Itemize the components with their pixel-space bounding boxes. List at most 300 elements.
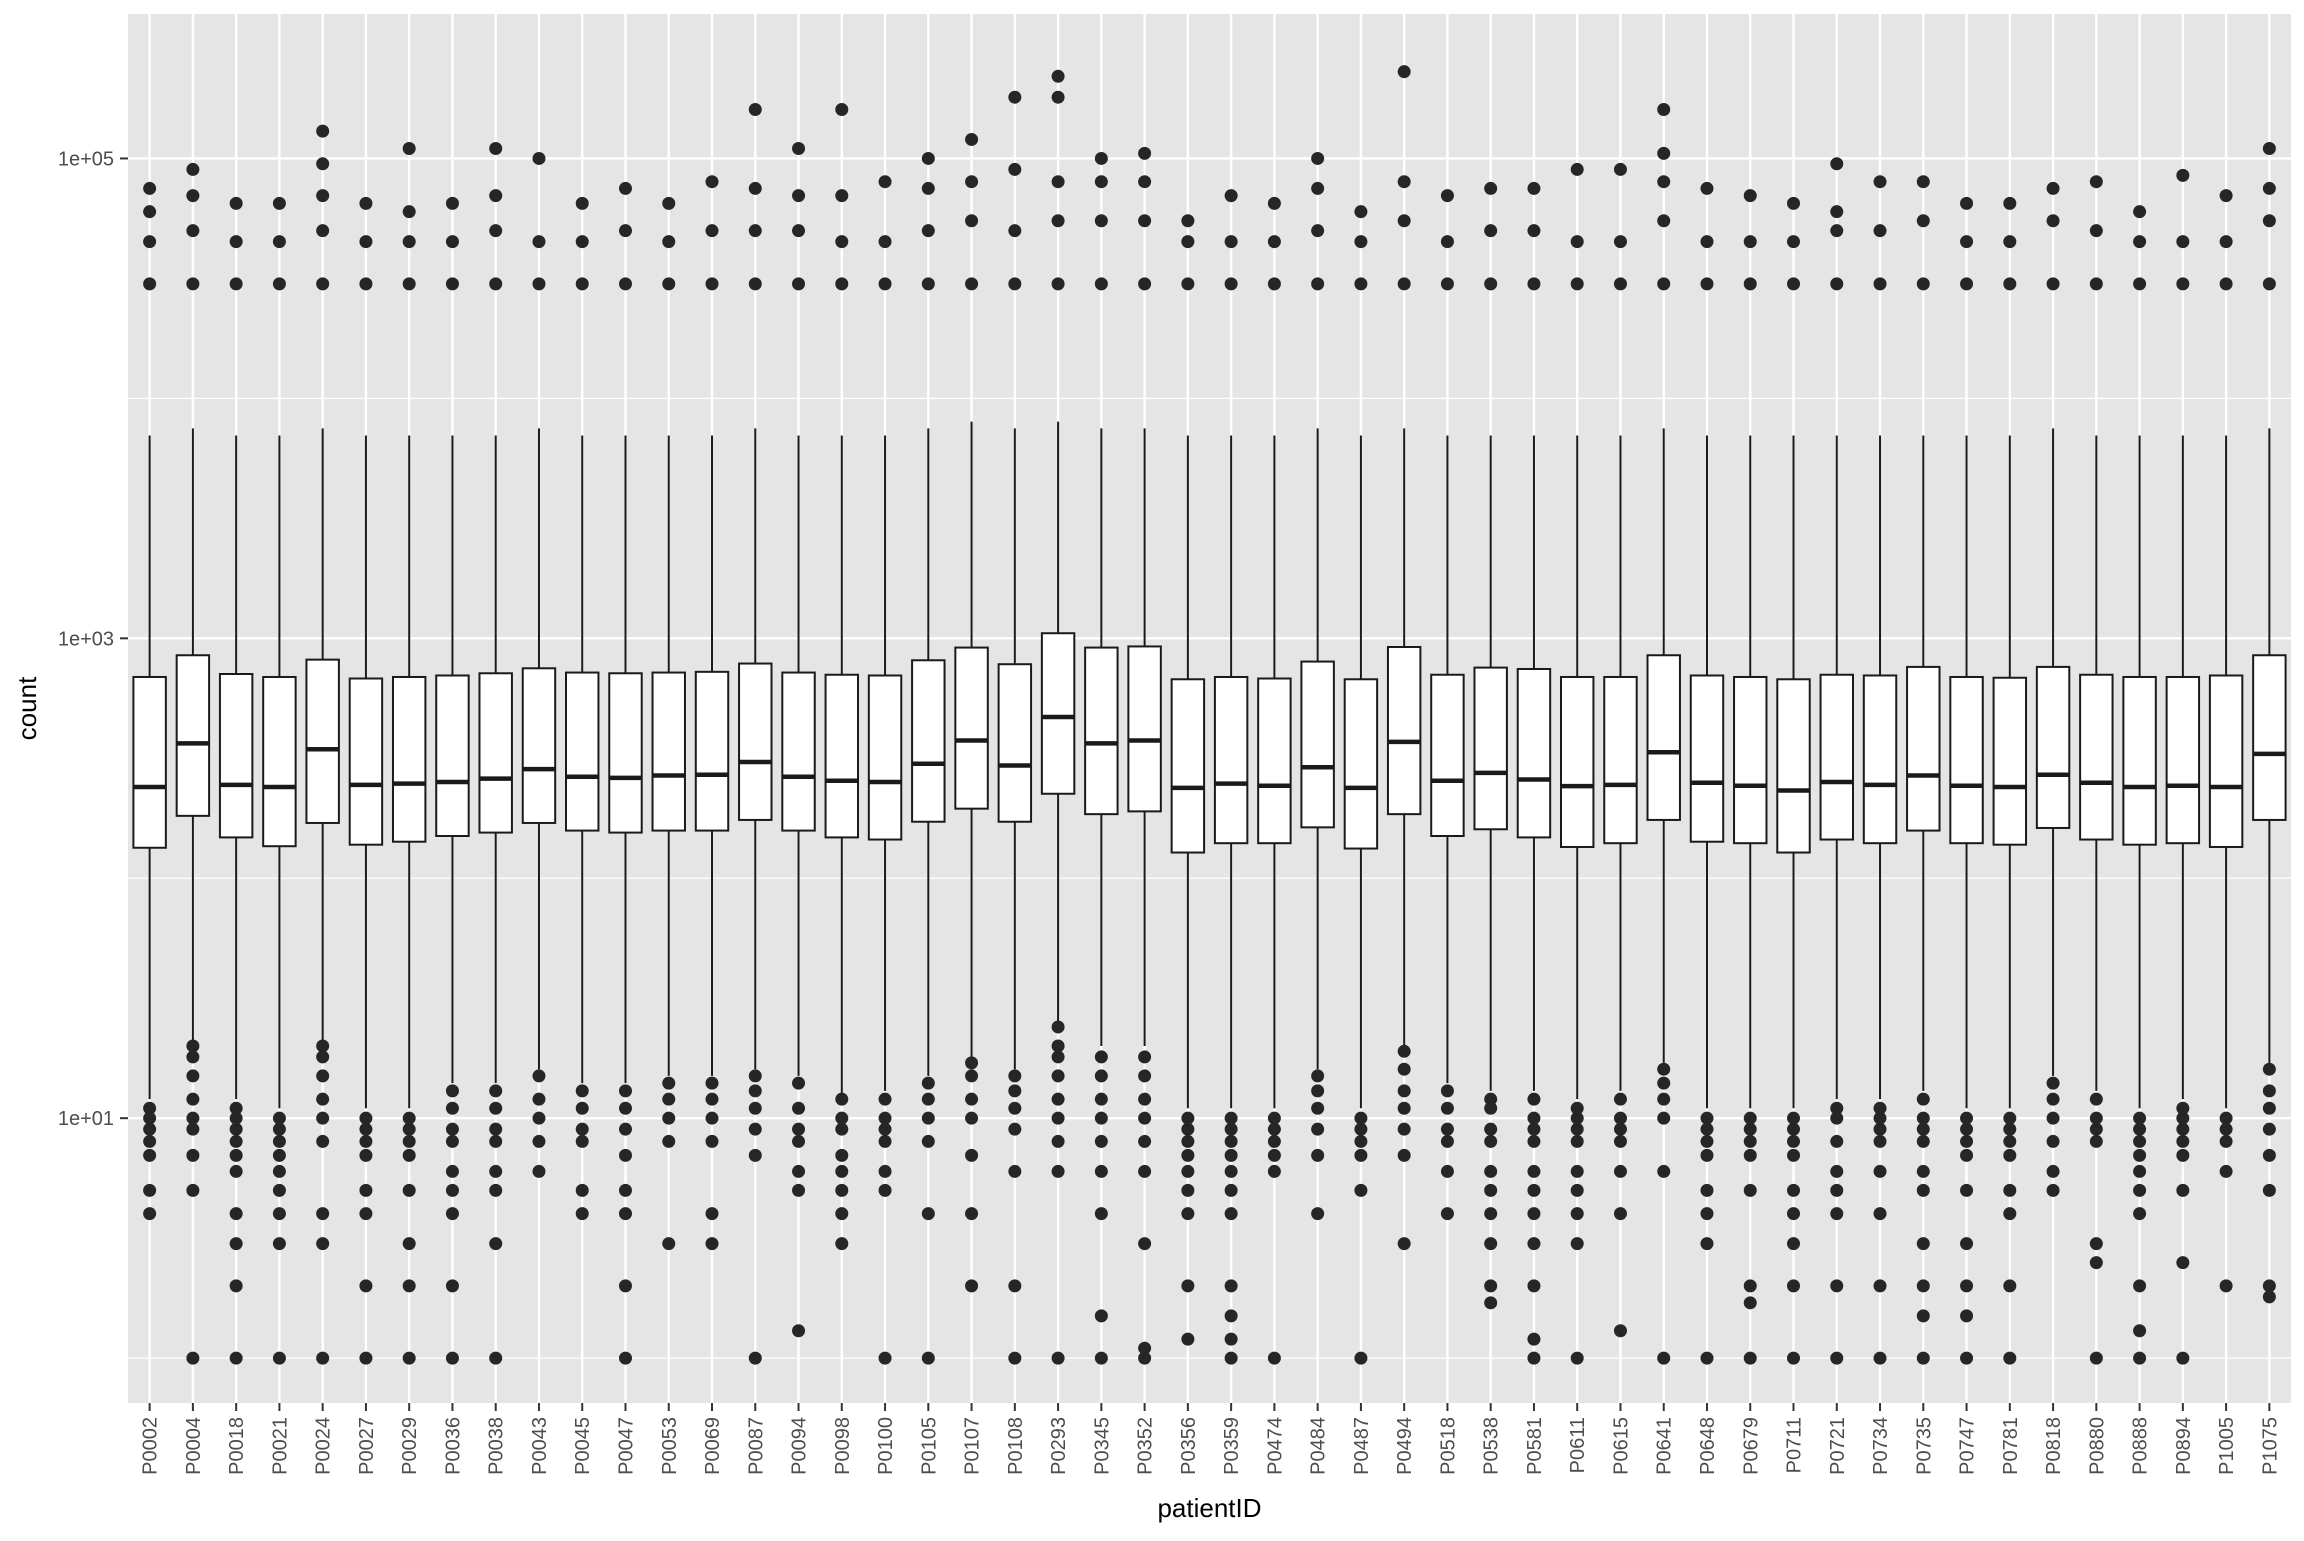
outlier-point (749, 1149, 762, 1162)
outlier-point (922, 182, 935, 195)
outlier-point (1311, 1102, 1324, 1115)
box-iqr (1215, 677, 1247, 843)
outlier-point (1052, 1352, 1065, 1365)
outlier-point (2263, 1102, 2276, 1115)
outlier-point (532, 1165, 545, 1178)
outlier-point (1225, 1123, 1238, 1136)
x-tick-label: P0352 (1134, 1417, 1157, 1475)
outlier-point (273, 1165, 286, 1178)
outlier-point (879, 1165, 892, 1178)
outlier-point (1225, 1149, 1238, 1162)
outlier-point (186, 224, 199, 237)
outlier-point (359, 1135, 372, 1148)
outlier-point (1225, 1165, 1238, 1178)
outlier-point (1700, 235, 1713, 248)
outlier-point (403, 1279, 416, 1292)
outlier-point (1311, 152, 1324, 165)
x-tick-label: P0036 (442, 1417, 465, 1475)
box-iqr (1042, 633, 1074, 794)
outlier-point (835, 103, 848, 116)
outlier-point (1830, 224, 1843, 237)
outlier-point (1874, 1279, 1887, 1292)
outlier-point (1441, 189, 1454, 202)
outlier-point (359, 1352, 372, 1365)
outlier-point (1527, 1207, 1540, 1220)
outlier-point (2047, 1093, 2060, 1106)
outlier-point (1744, 277, 1757, 290)
x-tick-label: P0047 (615, 1417, 638, 1475)
outlier-point (1268, 1123, 1281, 1136)
outlier-point (1095, 214, 1108, 227)
box-iqr (1085, 648, 1117, 815)
outlier-point (1571, 163, 1584, 176)
outlier-point (1830, 1135, 1843, 1148)
outlier-point (922, 224, 935, 237)
outlier-point (706, 1135, 719, 1148)
outlier-point (792, 277, 805, 290)
outlier-point (619, 277, 632, 290)
x-tick-label: P0098 (831, 1417, 854, 1475)
outlier-point (186, 1352, 199, 1365)
outlier-point (1181, 1207, 1194, 1220)
outlier-point (1744, 1352, 1757, 1365)
outlier-point (835, 189, 848, 202)
outlier-point (1787, 235, 1800, 248)
outlier-point (316, 1237, 329, 1250)
outlier-point (2133, 1352, 2146, 1365)
outlier-point (186, 1069, 199, 1082)
outlier-point (1874, 175, 1887, 188)
outlier-point (1657, 175, 1670, 188)
outlier-point (965, 1112, 978, 1125)
box-iqr (2080, 675, 2112, 840)
outlier-point (1311, 1069, 1324, 1082)
outlier-point (706, 277, 719, 290)
box-iqr (1474, 668, 1506, 830)
x-tick-label: P0888 (2129, 1417, 2152, 1475)
outlier-point (1484, 1237, 1497, 1250)
outlier-point (1917, 1135, 1930, 1148)
outlier-point (749, 1352, 762, 1365)
outlier-point (749, 1069, 762, 1082)
x-tick-label: P0107 (961, 1417, 984, 1475)
outlier-point (2090, 1093, 2103, 1106)
outlier-point (1225, 1309, 1238, 1322)
outlier-point (186, 1184, 199, 1197)
box-iqr (869, 675, 901, 839)
outlier-point (143, 1207, 156, 1220)
outlier-point (922, 1093, 935, 1106)
outlier-point (792, 1165, 805, 1178)
outlier-point (965, 1149, 978, 1162)
outlier-point (1052, 1165, 1065, 1178)
outlier-point (1874, 1123, 1887, 1136)
outlier-point (1917, 175, 1930, 188)
outlier-point (879, 235, 892, 248)
box-iqr (566, 673, 598, 831)
outlier-point (662, 1112, 675, 1125)
outlier-point (446, 197, 459, 210)
outlier-point (1874, 1352, 1887, 1365)
outlier-point (1527, 182, 1540, 195)
outlier-point (792, 1102, 805, 1115)
box-iqr (739, 664, 771, 820)
outlier-point (2176, 1256, 2189, 1269)
x-tick-label: P0094 (788, 1417, 811, 1475)
outlier-point (2220, 1123, 2233, 1136)
outlier-point (1095, 277, 1108, 290)
outlier-point (1744, 1135, 1757, 1148)
outlier-point (1398, 214, 1411, 227)
outlier-point (1181, 214, 1194, 227)
outlier-point (2047, 1112, 2060, 1125)
outlier-point (1527, 1333, 1540, 1346)
outlier-point (1095, 1165, 1108, 1178)
outlier-point (1657, 1352, 1670, 1365)
box-iqr (1864, 675, 1896, 843)
outlier-point (619, 1084, 632, 1097)
outlier-point (576, 197, 589, 210)
outlier-point (619, 1184, 632, 1197)
outlier-point (2133, 205, 2146, 218)
outlier-point (1527, 224, 1540, 237)
outlier-point (1181, 1279, 1194, 1292)
outlier-point (619, 224, 632, 237)
outlier-point (792, 142, 805, 155)
outlier-point (316, 189, 329, 202)
outlier-point (1917, 214, 1930, 227)
outlier-point (2133, 277, 2146, 290)
outlier-point (230, 1165, 243, 1178)
outlier-point (489, 1352, 502, 1365)
outlier-point (2220, 235, 2233, 248)
outlier-point (1830, 1279, 1843, 1292)
outlier-point (446, 277, 459, 290)
x-tick-label: P0038 (485, 1417, 508, 1475)
outlier-point (576, 235, 589, 248)
outlier-point (2003, 1184, 2016, 1197)
outlier-point (2003, 1123, 2016, 1136)
outlier-point (1830, 277, 1843, 290)
outlier-point (186, 163, 199, 176)
outlier-point (230, 235, 243, 248)
x-tick-label: P0359 (1221, 1417, 1244, 1475)
outlier-point (532, 277, 545, 290)
outlier-point (1874, 1165, 1887, 1178)
outlier-point (403, 1149, 416, 1162)
outlier-point (706, 1207, 719, 1220)
outlier-point (273, 1352, 286, 1365)
outlier-point (1657, 214, 1670, 227)
outlier-point (446, 1135, 459, 1148)
outlier-point (1398, 1102, 1411, 1115)
outlier-point (1874, 1135, 1887, 1148)
outlier-point (1354, 1352, 1367, 1365)
box-iqr (263, 677, 295, 846)
box-iqr (653, 673, 685, 831)
outlier-point (1354, 205, 1367, 218)
outlier-point (1441, 1135, 1454, 1148)
outlier-point (965, 133, 978, 146)
outlier-point (359, 235, 372, 248)
box-iqr (1301, 662, 1333, 828)
outlier-point (273, 277, 286, 290)
outlier-point (1571, 1352, 1584, 1365)
outlier-point (186, 277, 199, 290)
outlier-point (1268, 197, 1281, 210)
outlier-point (2047, 1077, 2060, 1090)
outlier-point (965, 1056, 978, 1069)
outlier-point (489, 1135, 502, 1148)
outlier-point (2220, 1165, 2233, 1178)
outlier-point (2263, 1084, 2276, 1097)
outlier-point (1657, 277, 1670, 290)
outlier-point (359, 277, 372, 290)
x-tick-label: P0615 (1610, 1417, 1633, 1475)
outlier-point (2047, 1184, 2060, 1197)
outlier-point (1138, 1352, 1151, 1365)
outlier-point (1700, 182, 1713, 195)
outlier-point (1138, 277, 1151, 290)
outlier-point (2133, 1135, 2146, 1148)
box-iqr (2037, 667, 2069, 828)
outlier-point (1181, 1184, 1194, 1197)
outlier-point (1398, 1063, 1411, 1076)
x-tick-label: P0734 (1870, 1417, 1893, 1475)
outlier-point (316, 1112, 329, 1125)
box-iqr (2167, 677, 2199, 843)
outlier-point (1960, 1309, 1973, 1322)
outlier-point (1354, 277, 1367, 290)
outlier-point (1095, 152, 1108, 165)
outlier-point (965, 214, 978, 227)
outlier-point (1138, 1165, 1151, 1178)
outlier-point (879, 1135, 892, 1148)
outlier-point (1830, 205, 1843, 218)
y-axis (58, 148, 128, 1130)
outlier-point (1398, 1045, 1411, 1058)
outlier-point (273, 1123, 286, 1136)
outlier-point (2047, 277, 2060, 290)
outlier-point (1527, 1093, 1540, 1106)
x-tick-label: P0538 (1480, 1417, 1503, 1475)
outlier-point (446, 235, 459, 248)
x-tick-label: P0018 (226, 1417, 249, 1475)
x-tick-label: P0043 (528, 1417, 551, 1475)
outlier-point (576, 1135, 589, 1148)
outlier-point (1181, 235, 1194, 248)
outlier-point (1484, 1102, 1497, 1115)
x-tick-label: P1075 (2259, 1417, 2282, 1475)
outlier-point (1268, 235, 1281, 248)
outlier-point (619, 1149, 632, 1162)
outlier-point (230, 1352, 243, 1365)
box-iqr (955, 648, 987, 809)
outlier-point (1527, 1352, 1540, 1365)
outlier-point (316, 224, 329, 237)
outlier-point (2220, 189, 2233, 202)
outlier-point (1008, 1279, 1021, 1292)
outlier-point (2133, 1165, 2146, 1178)
outlier-point (1181, 1149, 1194, 1162)
outlier-point (403, 142, 416, 155)
outlier-point (792, 1123, 805, 1136)
outlier-point (576, 1184, 589, 1197)
outlier-point (403, 1135, 416, 1148)
outlier-point (2003, 1149, 2016, 1162)
outlier-point (273, 197, 286, 210)
outlier-point (2003, 1207, 2016, 1220)
outlier-point (1225, 1184, 1238, 1197)
outlier-point (2176, 1135, 2189, 1148)
outlier-point (922, 1135, 935, 1148)
outlier-point (1225, 235, 1238, 248)
outlier-point (879, 1093, 892, 1106)
outlier-point (835, 1184, 848, 1197)
outlier-point (879, 175, 892, 188)
outlier-point (1095, 1112, 1108, 1125)
outlier-point (2176, 169, 2189, 182)
box-iqr (2210, 675, 2242, 846)
outlier-point (446, 1123, 459, 1136)
outlier-point (489, 1084, 502, 1097)
outlier-point (1484, 1279, 1497, 1292)
outlier-point (1398, 1149, 1411, 1162)
outlier-point (1354, 1149, 1367, 1162)
outlier-point (1917, 1093, 1930, 1106)
outlier-point (1354, 1135, 1367, 1148)
outlier-point (1787, 1237, 1800, 1250)
outlier-point (489, 1123, 502, 1136)
outlier-point (1398, 1084, 1411, 1097)
outlier-point (2047, 214, 2060, 227)
outlier-point (359, 1149, 372, 1162)
outlier-point (1268, 1149, 1281, 1162)
outlier-point (1830, 1207, 1843, 1220)
outlier-point (1700, 1149, 1713, 1162)
x-tick-label: P0045 (572, 1417, 595, 1475)
outlier-point (619, 1123, 632, 1136)
x-tick-label: P0069 (702, 1417, 725, 1475)
outlier-point (1527, 1165, 1540, 1178)
outlier-point (1960, 1149, 1973, 1162)
outlier-point (1441, 1165, 1454, 1178)
outlier-point (316, 1207, 329, 1220)
outlier-point (1354, 235, 1367, 248)
outlier-point (2176, 1352, 2189, 1365)
box-iqr (479, 673, 511, 832)
outlier-point (1311, 1084, 1324, 1097)
outlier-point (1398, 1237, 1411, 1250)
outlier-point (143, 1149, 156, 1162)
outlier-point (1917, 277, 1930, 290)
outlier-point (273, 1207, 286, 1220)
outlier-point (2090, 1237, 2103, 1250)
outlier-point (1008, 1352, 1021, 1365)
outlier-point (965, 1207, 978, 1220)
outlier-point (359, 1279, 372, 1292)
outlier-point (1095, 1135, 1108, 1148)
outlier-point (1095, 1050, 1108, 1063)
outlier-point (2003, 1135, 2016, 1148)
outlier-point (576, 1207, 589, 1220)
outlier-point (1960, 1279, 1973, 1292)
outlier-point (273, 235, 286, 248)
outlier-point (749, 103, 762, 116)
outlier-point (2133, 1207, 2146, 1220)
outlier-point (1700, 1184, 1713, 1197)
outlier-point (1095, 175, 1108, 188)
outlier-point (1614, 1093, 1627, 1106)
outlier-point (1052, 91, 1065, 104)
box-iqr (1128, 646, 1160, 811)
x-tick-label: P0100 (875, 1417, 898, 1475)
outlier-point (446, 1102, 459, 1115)
outlier-point (2220, 277, 2233, 290)
outlier-point (403, 1184, 416, 1197)
outlier-point (662, 197, 675, 210)
box-iqr (436, 675, 468, 836)
outlier-point (1181, 1165, 1194, 1178)
outlier-point (446, 1084, 459, 1097)
x-tick-label: P0029 (399, 1417, 422, 1475)
outlier-point (1052, 277, 1065, 290)
outlier-point (2090, 1135, 2103, 1148)
outlier-point (879, 1123, 892, 1136)
outlier-point (1700, 1237, 1713, 1250)
outlier-point (230, 1149, 243, 1162)
box-iqr (609, 673, 641, 832)
outlier-point (1052, 1050, 1065, 1063)
outlier-point (230, 1135, 243, 1148)
box-iqr (1518, 669, 1550, 837)
outlier-point (403, 277, 416, 290)
outlier-point (1311, 182, 1324, 195)
outlier-point (2176, 1184, 2189, 1197)
box-iqr (1604, 677, 1636, 843)
outlier-point (1181, 1123, 1194, 1136)
outlier-point (835, 1165, 848, 1178)
x-tick-label: P0518 (1437, 1417, 1460, 1475)
outlier-point (922, 1352, 935, 1365)
outlier-point (1917, 1165, 1930, 1178)
outlier-point (1527, 1184, 1540, 1197)
outlier-point (1960, 1352, 1973, 1365)
outlier-point (706, 224, 719, 237)
box-iqr (306, 660, 338, 823)
box-iqr (350, 679, 382, 845)
outlier-point (1571, 277, 1584, 290)
outlier-point (1571, 1165, 1584, 1178)
outlier-point (2263, 1123, 2276, 1136)
x-tick-label: P0747 (1956, 1417, 1979, 1475)
outlier-point (1311, 277, 1324, 290)
x-tick-label: P0894 (2172, 1417, 2195, 1475)
outlier-point (792, 189, 805, 202)
outlier-point (1744, 1279, 1757, 1292)
outlier-point (1527, 277, 1540, 290)
outlier-point (1960, 1135, 1973, 1148)
outlier-point (446, 1184, 459, 1197)
outlier-point (1095, 1093, 1108, 1106)
outlier-point (965, 1279, 978, 1292)
outlier-point (576, 1084, 589, 1097)
outlier-point (446, 1352, 459, 1365)
outlier-point (143, 277, 156, 290)
outlier-point (1441, 277, 1454, 290)
outlier-point (1052, 1020, 1065, 1033)
outlier-point (489, 189, 502, 202)
